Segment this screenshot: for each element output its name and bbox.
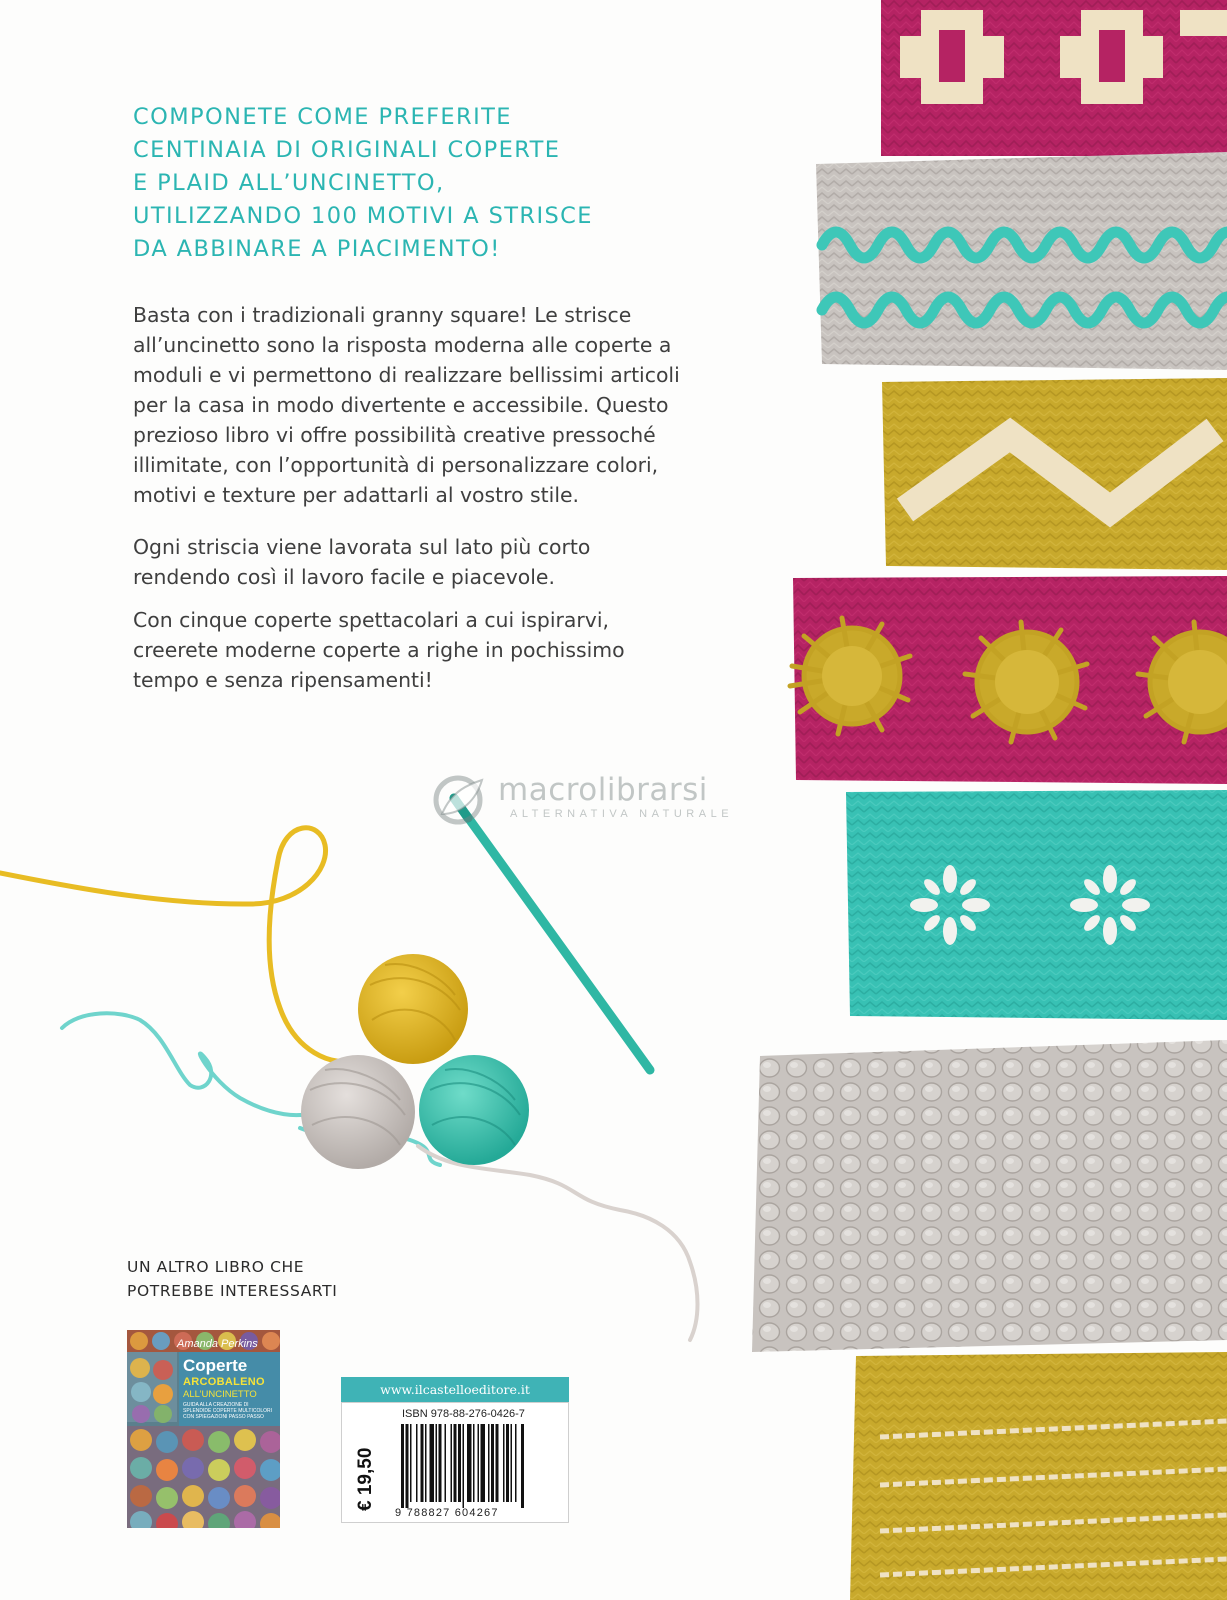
isbn-text: ISBN 978-88-276-0426-7: [402, 1408, 525, 1420]
text-line: motivi e texture per adattarli al vostro stile.: [133, 483, 580, 507]
barcode-digits: 9 788827 604267: [395, 1507, 499, 1519]
other-book-cover[interactable]: [127, 1330, 280, 1528]
watermark: [422, 770, 812, 830]
text-line: rendendo così il lavoro facile e piacevole.: [133, 565, 555, 589]
other-book-author: Amanda Perkins: [177, 1338, 258, 1350]
other-book-title: Coperte: [183, 1356, 248, 1375]
yarn-balls: [301, 954, 529, 1169]
text-line: creerete moderne coperte a righe in pochissimo: [133, 638, 625, 662]
headline-line: CENTINAIA DI ORIGINALI COPERTE: [133, 137, 561, 163]
text-line: per la casa in modo divertente e accessibile. Questo: [133, 393, 669, 417]
promo-heading: [127, 1255, 337, 1303]
crochet-hook: [454, 798, 650, 1070]
swatch-turquoise-lace: [846, 790, 1227, 1020]
promo-line: UN ALTRO LIBRO CHE: [127, 1258, 305, 1276]
description-paragraph-3: [133, 605, 753, 695]
text-line: tempo e senza ripensamenti!: [133, 668, 433, 692]
headline-line: UTILIZZANDO 100 MOTIVI A STRISCE: [133, 203, 593, 229]
description-paragraph-2: [133, 532, 753, 592]
watermark-name: macrolibrarsi: [498, 772, 708, 808]
watermark-tagline: ALTERNATIVA NATURALE: [510, 808, 734, 820]
text-line: Ogni striscia viene lavorata sul lato più corto: [133, 535, 591, 559]
other-book-subtitle-2: ALL’UNCINETTO: [183, 1389, 257, 1400]
swatch-magenta-pompoms: [790, 576, 1227, 784]
text-line: Con cinque coperte spettacolari a cui ispirarvi,: [133, 608, 609, 632]
text-line: all’uncinetto sono la risposta moderna alle coperte a: [133, 333, 672, 357]
publisher-website[interactable]: www.ilcastelloeditore.it: [341, 1377, 569, 1402]
barcode-block: [341, 1377, 569, 1523]
headline-line: COMPONETE COME PREFERITE: [133, 104, 512, 130]
other-book-blurb: GUIDA ALLA CREAZIONE DI SPLENDIDE COPERTE MULTICOLORI CON SPIEGAZIONI PASSO PASSO: [183, 1402, 272, 1420]
text-line: prezioso libro vi offre possibilità creative pressoché: [133, 423, 656, 447]
headline: [133, 101, 653, 266]
other-book-subtitle: ARCOBALENO: [183, 1376, 265, 1388]
headline-line: E PLAID ALL’UNCINETTO,: [133, 170, 445, 196]
promo-line: POTREBBE INTERESSARTI: [127, 1282, 338, 1300]
price-label: € 19,50: [355, 1447, 376, 1511]
swatch-mustard-cream-zigzag: [882, 378, 1227, 570]
text-line: moduli e vi permettono di realizzare bellissimi articoli: [133, 363, 680, 387]
description-paragraph-1: [133, 300, 753, 510]
swatch-grey-bobbles: [752, 1040, 1227, 1352]
text-line: illimitate, con l’opportunità di personalizzare colori,: [133, 453, 659, 477]
headline-line: DA ABBINARE A PIACIMENTO!: [133, 236, 501, 262]
barcode-icon: [399, 1424, 561, 1508]
leaf-icon: [422, 770, 492, 830]
text-line: Basta con i tradizionali granny square! Le strisce: [133, 303, 632, 327]
swatch-magenta-cream-squares: [881, 0, 1227, 156]
swatch-grey-turquoise-waves: [816, 152, 1227, 370]
swatch-mustard-cream-stripes: [850, 1352, 1227, 1600]
